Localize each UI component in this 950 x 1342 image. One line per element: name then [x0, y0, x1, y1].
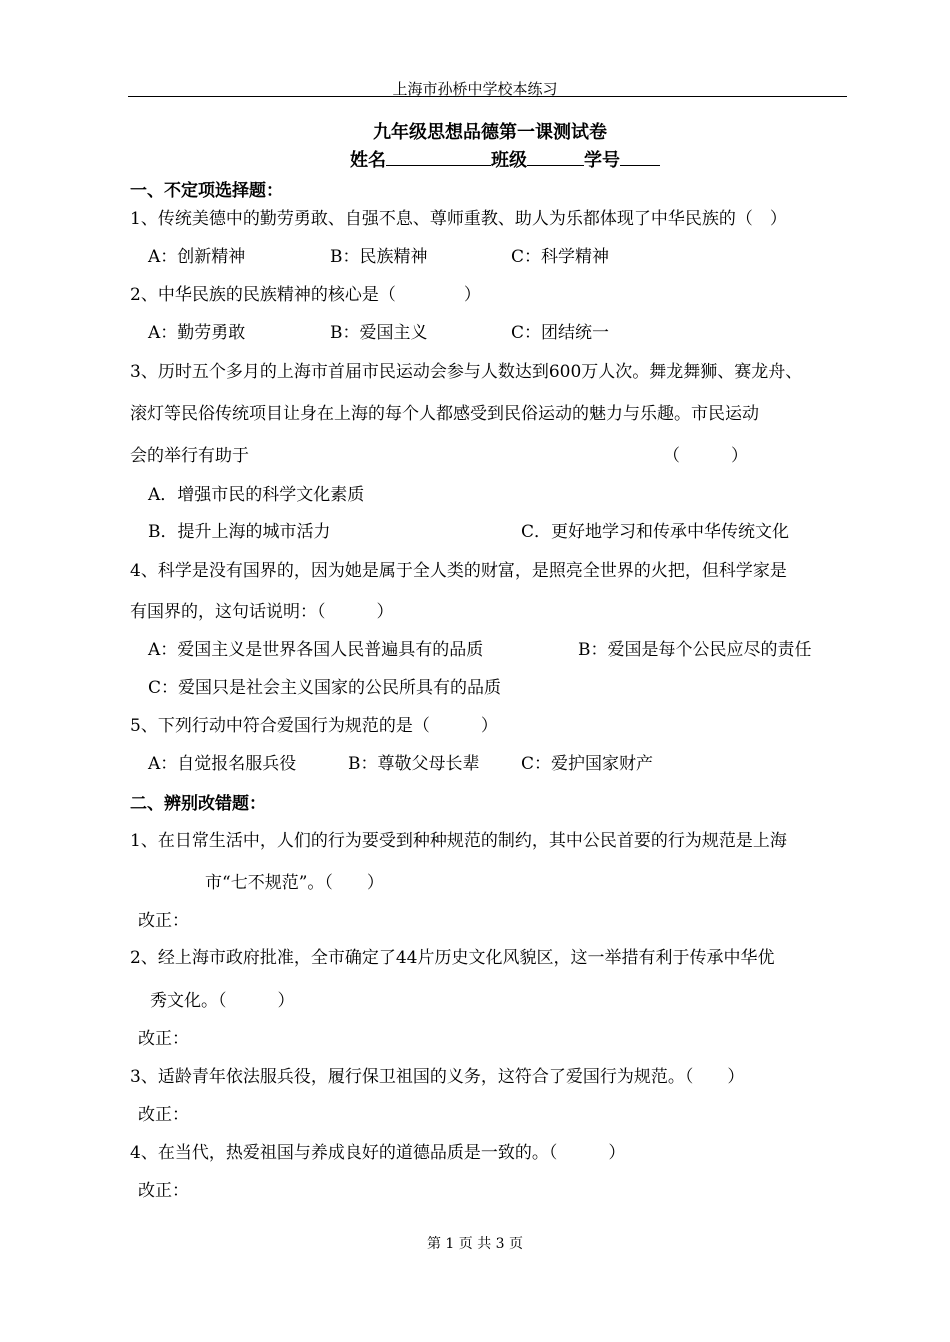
s1-q3-option-a: A．增强市民的科学文化素质: [148, 485, 365, 505]
student-info: [350, 146, 660, 172]
s1-q3-option-b: B．提升上海的城市活力: [148, 522, 331, 542]
s1-question-1: 1、传统美德中的勤劳勇敢、自强不息、尊师重教、助人为乐都体现了中华民族的（ ）: [130, 209, 787, 229]
s1-q2-option-a: A：勤劳勇敢: [148, 323, 246, 343]
s1-q4-option-a: A：爱国主义是世界各国人民普遍具有的品质: [148, 640, 484, 660]
s2-question-3: 3、适龄青年依法服兵役，履行保卫祖国的义务，这符合了爱国行为规范。（ ）: [130, 1067, 745, 1087]
name-label: 姓名: [350, 150, 386, 171]
s2-q2-correction-label: 改正：: [138, 1029, 189, 1049]
s1-q5-option-c: C：爱护国家财产: [521, 754, 654, 774]
s2-q1-correction-label: 改正：: [138, 911, 189, 931]
s1-q4-option-b: B：爱国是每个公民应尽的责任: [578, 640, 812, 660]
s1-q5-option-a: A：自觉报名服兵役: [148, 754, 297, 774]
header-rule: [128, 96, 847, 97]
exam-title: 九年级思想品德第一课测试卷: [373, 122, 607, 143]
page-header: 上海市孙桥中学校本练习: [392, 80, 558, 98]
s1-question-4-line-2: 有国界的，这句话说明：（ ）: [130, 602, 394, 622]
s1-question-2: 2、中华民族的民族精神的核心是（ ）: [130, 285, 481, 305]
s2-question-2-line-1: 2、经上海市政府批准，全市确定了44片历史文化风貌区，这一举措有利于传承中华优: [130, 948, 775, 968]
id-blank[interactable]: [620, 147, 660, 166]
s2-question-2-line-2: 秀文化。（ ）: [150, 991, 295, 1011]
s2-question-1-line-1: 1、在日常生活中，人们的行为要受到种种规范的制约，其中公民首要的行为规范是上海: [130, 831, 787, 851]
s1-q1-option-c: C：科学精神: [511, 247, 610, 267]
s1-q3-answer-bracket: （ ）: [663, 446, 748, 466]
s2-question-1-line-2: 市“七不规范”。（ ）: [205, 873, 384, 893]
s1-question-4-line-1: 4、科学是没有国界的，因为她是属于全人类的财富，是照亮全世界的火把，但科学家是: [130, 561, 787, 581]
s1-q2-option-c: C：团结统一: [511, 323, 610, 343]
s1-question-3-line-1: 3、历时五个多月的上海市首届市民运动会参与人数达到600万人次。舞龙舞狮、赛龙舟、: [130, 362, 803, 382]
s1-q3-option-c: C．更好地学习和传承中华传统文化: [521, 522, 790, 542]
s1-q1-option-a: A：创新精神: [148, 247, 246, 267]
name-blank[interactable]: [386, 147, 491, 166]
section2-heading: 二、辨别改错题：: [130, 794, 266, 814]
s1-question-5: 5、下列行动中符合爱国行为规范的是（ ）: [130, 716, 498, 736]
s2-q3-correction-label: 改正：: [138, 1105, 189, 1125]
id-label: 学号: [584, 150, 620, 171]
s2-q4-correction-label: 改正：: [138, 1181, 189, 1201]
s1-q2-option-b: B：爱国主义: [330, 323, 428, 343]
s2-question-4: 4、在当代，热爱祖国与养成良好的道德品质是一致的。（ ）: [130, 1143, 626, 1163]
class-blank[interactable]: [527, 147, 584, 166]
s1-q4-option-c: C：爱国只是社会主义国家的公民所具有的品质: [148, 678, 502, 698]
class-label: 班级: [491, 150, 527, 171]
page-footer: 第 1 页 共 3 页: [426, 1236, 524, 1252]
section1-heading: 一、不定项选择题：: [130, 181, 283, 201]
s1-question-3-line-2: 滚灯等民俗传统项目让身在上海的每个人都感受到民俗运动的魅力与乐趣。市民运动: [130, 404, 759, 424]
s1-q1-option-b: B：民族精神: [330, 247, 428, 267]
s1-q5-option-b: B：尊敬父母长辈: [348, 754, 480, 774]
s1-question-3-line-3: 会的举行有助于: [130, 446, 249, 466]
